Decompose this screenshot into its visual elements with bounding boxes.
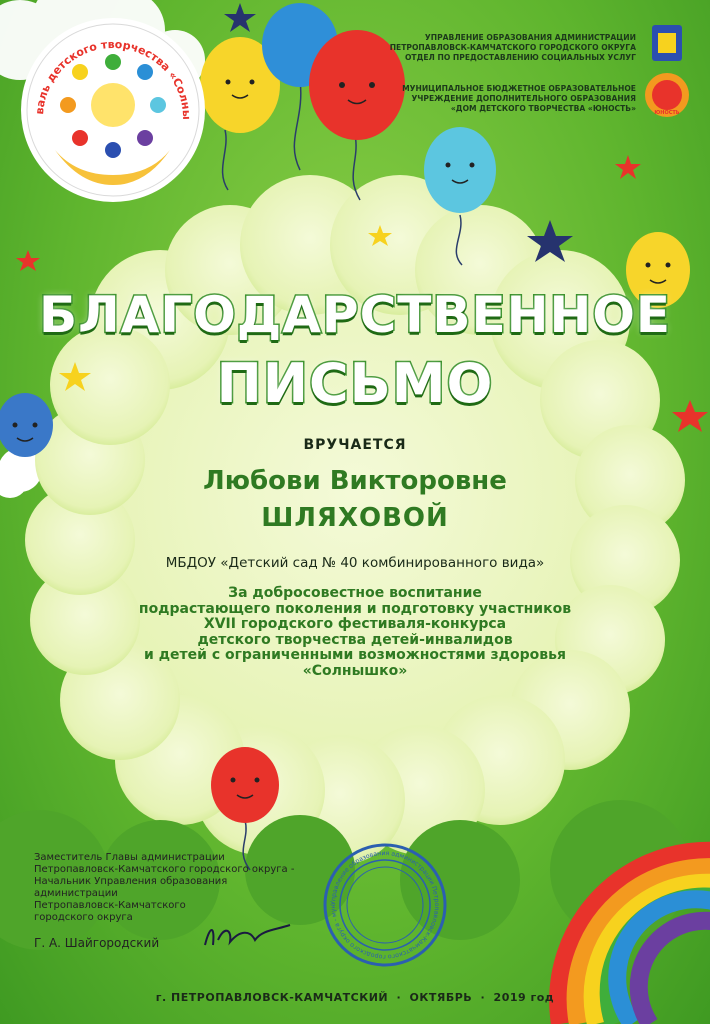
position-line: Петропавловск-Камчатского городского округа -: [34, 864, 295, 875]
reason-line: За добросовестное воспитание: [228, 585, 482, 601]
position-line: Заместитель Главы администрации: [34, 852, 225, 863]
svg-text:Управление образования админис: [325, 845, 440, 960]
festival-logo: [21, 18, 205, 202]
position-line: Петропавловск-Камчатского: [34, 900, 186, 911]
footer-month: ОКТЯБРЬ: [409, 991, 473, 1004]
org1-line: ПЕТРОПАВЛОВСК-КАМЧАТСКОГО ГОРОДСКОГО ОКРУГА: [389, 43, 636, 52]
org2-line: УЧРЕЖДЕНИЕ ДОПОЛНИТЕЛЬНОГО ОБРАЗОВАНИЯ: [411, 94, 636, 103]
position-line: городского округа: [34, 912, 133, 923]
institution: МБДОУ «Детский сад № 40 комбинированного вида»: [165, 555, 545, 571]
signatory-position: [34, 852, 294, 924]
presented-label: ВРУЧАЕТСЯ: [303, 437, 407, 453]
reason-line: детского творчества детей-инвалидов: [197, 631, 513, 648]
org-dom-tvorchestva: [306, 84, 636, 114]
org2-line: МУНИЦИПАЛЬНОЕ БЮДЖЕТНОЕ ОБРАЗОВАТЕЛЬНОЕ: [402, 84, 636, 93]
reason-line: подрастающего поколения и подготовку участников: [138, 600, 572, 617]
position-line: администрации: [34, 888, 118, 899]
footer-city: г. ПЕТРОПАВЛОВСК-КАМЧАТСКИЙ: [155, 991, 389, 1004]
footer-year: 2019 год: [493, 991, 555, 1004]
reason-line: XVII городского фестиваля-конкурса: [203, 616, 507, 632]
org1-line: ОТДЕЛ ПО ПРЕДОСТАВЛЕНИЮ СОЦИАЛЬНЫХ УСЛУГ: [404, 53, 636, 62]
title-line2: ПИСЬМО: [216, 352, 494, 415]
recipient-name: Любови Викторовне: [203, 466, 507, 496]
org1-line: УПРАВЛЕНИЕ ОБРАЗОВАНИЯ АДМИНИСТРАЦИИ: [424, 33, 636, 42]
logo-arc-text: валь детского творчества «Солны: [33, 37, 194, 121]
position-line: Начальник Управления образования: [34, 876, 228, 887]
reason-line: «Солнышко»: [302, 662, 408, 679]
svg-text:фестиваль детского творчества: [21, 18, 193, 120]
official-seal: [325, 845, 445, 965]
signatory-name: Г. А. Шайгородский: [34, 936, 160, 950]
org-upravlenie: [306, 33, 636, 63]
reason-line: и детей с ограниченными возможностями здоровья: [144, 647, 566, 663]
title-line1: БЛАГОДАРСТВЕННОЕ: [39, 286, 671, 344]
footer: г. ПЕТРОПАВЛОВСК-КАМЧАТСКИЙ · ОКТЯБРЬ · 2019 год: [155, 991, 555, 1004]
org2-line: «ДОМ ДЕТСКОГО ТВОРЧЕСТВА «ЮНОСТЬ»: [450, 104, 636, 113]
seal-text: Управление образования администрации Петропавловск-Камчатского городского округа - мун: [329, 849, 441, 961]
yunost-badge: ЮНОСТЬ: [654, 110, 680, 116]
reason-text: [0, 586, 710, 679]
recipient-surname: ШЛЯХОВОЙ: [261, 503, 449, 533]
